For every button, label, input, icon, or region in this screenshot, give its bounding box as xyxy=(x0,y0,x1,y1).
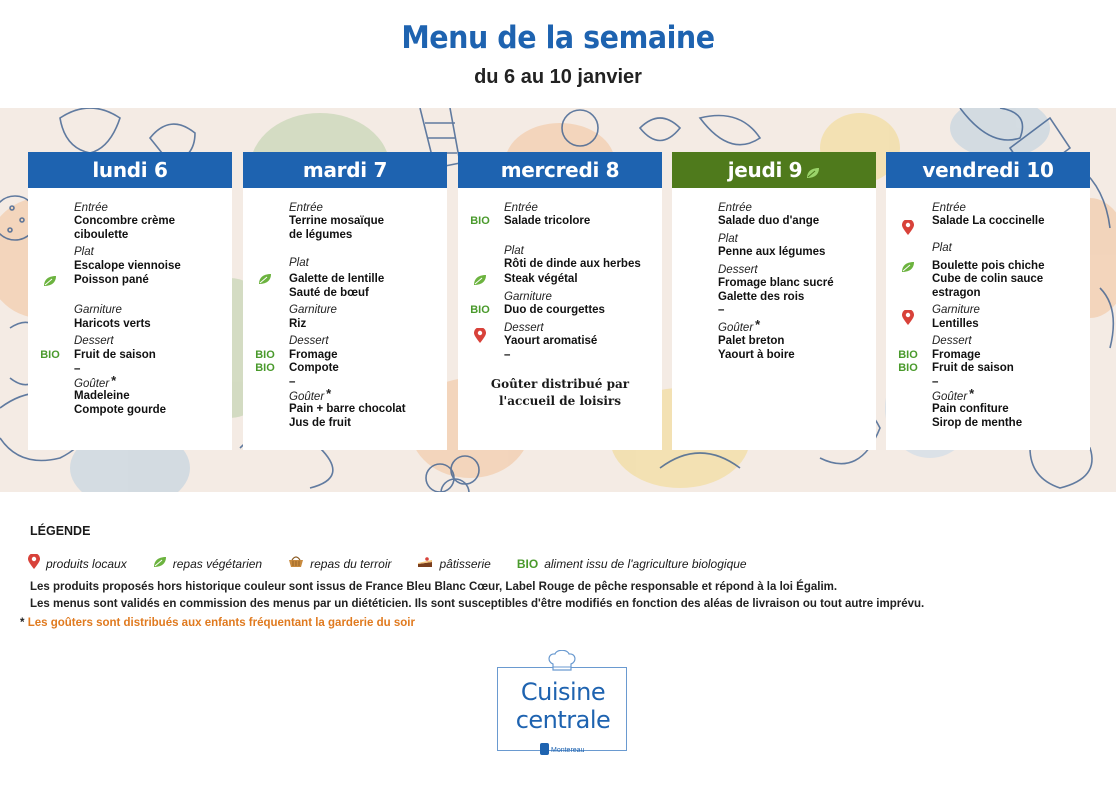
menu-item: – xyxy=(718,304,725,316)
plat-label: Plat xyxy=(932,242,952,254)
menu-item: Compote gourde xyxy=(74,404,166,416)
cake-icon xyxy=(417,556,433,571)
day-card-mardi xyxy=(243,152,447,450)
cuisine-centrale-logo xyxy=(497,667,627,751)
legend-pastry xyxy=(417,556,490,571)
local-pin-icon xyxy=(898,310,918,326)
bio-tag: BIO xyxy=(470,304,490,316)
gouter-text: Goûter xyxy=(932,391,968,403)
legend-vegetarian xyxy=(153,556,262,571)
page-title: Menu de la semaine xyxy=(401,20,715,56)
menu-item: Lentilles xyxy=(932,318,979,330)
menu-item: Madeleine xyxy=(74,390,130,402)
gouter-note: l'accueil de loisirs xyxy=(499,394,621,408)
bio-tag: BIO xyxy=(40,349,60,361)
local-pin-icon xyxy=(28,554,40,573)
legend-text: produits locaux xyxy=(46,556,127,571)
menu-item: Sirop de menthe xyxy=(932,417,1023,429)
entree-label: Entrée xyxy=(289,202,323,214)
menu-item: Pain confiture xyxy=(932,403,1009,415)
bio-tag: BIO xyxy=(516,556,539,571)
menu-item: Fruit de saison xyxy=(932,362,1014,374)
menu-item: Duo de courgettes xyxy=(504,304,605,316)
plat-label: Plat xyxy=(74,246,94,258)
day-card-vendredi xyxy=(886,152,1090,450)
logo-text-line2: centrale xyxy=(515,706,611,734)
entree-label: Entrée xyxy=(932,202,966,214)
bio-tag: BIO xyxy=(898,362,918,374)
bio-tag: BIO xyxy=(898,349,918,361)
gouter-label xyxy=(718,317,872,336)
menu-item: Rôti de dinde aux herbes xyxy=(504,258,641,270)
menu-item: Salade La coccinelle xyxy=(932,215,1045,227)
gouter-text: Goûter xyxy=(718,322,754,334)
menu-item: Fromage blanc sucré xyxy=(718,277,834,289)
menu-item: estragon xyxy=(932,287,981,299)
chef-hat-icon xyxy=(547,650,577,677)
day-header: mercredi 8 xyxy=(458,152,662,188)
menu-item: – xyxy=(74,363,81,375)
legend-text: aliment issu de l'agriculture biologique xyxy=(544,556,747,571)
vegetarian-leaf-icon xyxy=(40,275,60,287)
day-header: vendredi 10 xyxy=(886,152,1090,188)
legend-bio xyxy=(517,557,747,571)
legend-terroir xyxy=(288,556,391,571)
entree-label: Entrée xyxy=(504,202,538,214)
legend-note: Les produits proposés hors historique couleur sont issus de France Bleu Blanc Cœur, Label Rouge de pêche responsable et répond à la loi Égalim. xyxy=(30,581,838,593)
asterisk: * xyxy=(20,617,25,629)
asterisk: * xyxy=(326,386,332,401)
vegetarian-leaf-icon xyxy=(255,273,275,285)
logo-text-line1: Cuisine xyxy=(520,678,606,706)
day-card-mercredi xyxy=(458,152,662,450)
gouter-text: Goûter xyxy=(74,378,110,390)
menu-item: Concombre crème xyxy=(74,215,175,227)
garniture-label: Garniture xyxy=(289,304,337,316)
vegetarian-leaf-icon xyxy=(806,154,820,190)
gouter-text: Goûter xyxy=(289,391,325,403)
menu-item: Fromage xyxy=(289,349,338,361)
vegetarian-leaf-icon xyxy=(470,274,490,286)
garniture-label: Garniture xyxy=(932,304,980,316)
legend-text: pâtisserie xyxy=(439,556,491,571)
day-header xyxy=(672,152,876,188)
day-card-lundi xyxy=(28,152,232,450)
vegetarian-leaf-icon xyxy=(153,556,167,571)
menu-item: ciboulette xyxy=(74,229,129,241)
dessert-label: Dessert xyxy=(74,335,114,347)
menu-item: Steak végétal xyxy=(504,273,578,285)
menu-item: Galette des rois xyxy=(718,291,805,303)
day-header: mardi 7 xyxy=(243,152,447,188)
page-subtitle: du 6 au 10 janvier xyxy=(474,66,642,88)
menu-item: Escalope viennoise xyxy=(74,260,181,272)
legend-row xyxy=(28,554,773,573)
menu-item: Fruit de saison xyxy=(74,349,156,361)
gouter-note: Goûter distribué par xyxy=(490,377,630,391)
entree-label: Entrée xyxy=(74,202,108,214)
menu-item: Cube de colin sauce xyxy=(932,273,1044,285)
dessert-label: Dessert xyxy=(718,264,758,276)
entree-label: Entrée xyxy=(718,202,752,214)
menu-item: Pain + barre chocolat xyxy=(289,403,406,415)
bio-tag: BIO xyxy=(255,362,275,374)
menu-item: Haricots verts xyxy=(74,318,151,330)
day-card-jeudi xyxy=(672,152,876,450)
menu-item: Yaourt aromatisé xyxy=(504,335,598,347)
menu-item: – xyxy=(504,349,511,361)
menu-item: Galette de lentille xyxy=(289,273,385,285)
dessert-label: Dessert xyxy=(504,322,544,334)
local-pin-icon xyxy=(470,328,490,344)
legend-title: LÉGENDE xyxy=(30,524,91,538)
menu-item: – xyxy=(289,376,296,388)
bio-tag: BIO xyxy=(255,349,275,361)
day-header: lundi 6 xyxy=(28,152,232,188)
legend-note: Les menus sont validés en commission des menus par un diététicien. Ils sont susceptibles d'être modifiés en fonction des aléas de livraison ou tout autre imprévu. xyxy=(30,598,925,610)
menu-item: Salade duo d'ange xyxy=(718,215,820,227)
dessert-label: Dessert xyxy=(289,335,329,347)
menu-item: Penne aux légumes xyxy=(718,246,826,258)
day-title: jeudi 9 xyxy=(727,158,803,182)
asterisk: * xyxy=(755,317,761,332)
menu-item: Yaourt à boire xyxy=(718,349,795,361)
seal-text: Montereau xyxy=(551,747,584,754)
vegetarian-leaf-icon xyxy=(898,261,918,273)
menu-item: Salade tricolore xyxy=(504,215,591,227)
plat-label: Plat xyxy=(504,245,524,257)
plat-label: Plat xyxy=(718,233,738,245)
asterisk: * xyxy=(969,386,975,401)
menu-item: Poisson pané xyxy=(74,274,149,286)
garniture-label: Garniture xyxy=(504,291,552,303)
local-pin-icon xyxy=(898,220,918,236)
menu-item: Jus de fruit xyxy=(289,417,351,429)
dessert-label: Dessert xyxy=(932,335,972,347)
menu-item: – xyxy=(932,376,939,388)
menu-item: Compote xyxy=(289,362,339,374)
garniture-label: Garniture xyxy=(74,304,122,316)
menu-item: de légumes xyxy=(289,229,353,241)
menu-item: Palet breton xyxy=(718,335,785,347)
menu-item: Boulette pois chiche xyxy=(932,260,1045,272)
menu-item: Terrine mosaïque xyxy=(289,215,385,227)
legend-text: repas du terroir xyxy=(310,556,392,571)
menu-item: Sauté de bœuf xyxy=(289,287,369,299)
plat-label: Plat xyxy=(289,257,309,269)
menu-item: Fromage xyxy=(932,349,981,361)
legend-local xyxy=(28,554,127,573)
asterisk: * xyxy=(111,373,117,388)
legend-text: repas végétarien xyxy=(172,556,263,571)
basket-icon xyxy=(288,556,304,571)
montereau-seal xyxy=(540,742,584,761)
footnote-text: Les goûters sont distribués aux enfants fréquentant la garderie du soir xyxy=(27,617,415,629)
bio-tag: BIO xyxy=(470,215,490,227)
gouter-footnote xyxy=(20,617,415,629)
menu-item: Riz xyxy=(289,318,307,330)
